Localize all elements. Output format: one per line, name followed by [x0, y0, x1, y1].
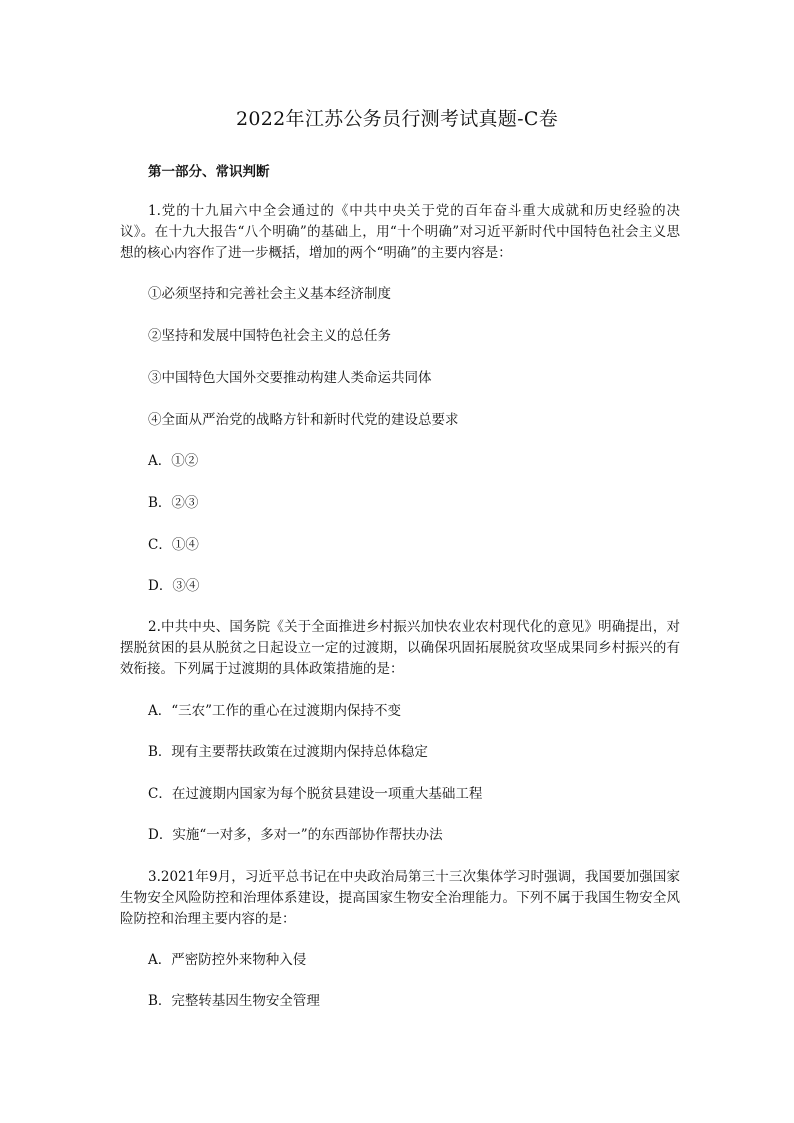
question-3-stem: 3.2021年9月，习近平总书记在中央政治局第三十三次集体学习时强调，我国要加强国家生物安全风险防控和治理体系建设，提高国家生物安全治理能力。下列不属于我国生物安全风险防控和治理主要内容的是： — [120, 869, 680, 927]
question-1-stem: 1.党的十九届六中全会通过的《中共中央关于党的百年奋斗重大成就和历史经验的决议》。在十九大报告“八个明确”的基础上，用“十个明确”对习近平新时代中国特色社会主义思想的核心内容作了进一步概括，增加的两个“明确”的主要内容是： — [120, 203, 680, 261]
question-1-statement-1: ①必须坚持和完善社会主义基本经济制度 — [148, 286, 391, 302]
question-1-option-d: D．③④ — [148, 578, 200, 594]
question-1-statement-4: ④全面从严治党的战略方针和新时代党的建设总要求 — [148, 412, 459, 428]
question-1-option-a: A．①② — [148, 453, 199, 469]
question-1-statement-2: ②坚持和发展中国特色社会主义的总任务 — [148, 328, 391, 344]
page-title: 2022年江苏公务员行测考试真题-C卷 — [235, 108, 558, 130]
question-2-option-d: D．实施“一对多，多对一”的东西部协作帮扶办法 — [148, 827, 443, 843]
question-2-option-a: A．“三农”工作的重心在过渡期内保持不变 — [148, 703, 402, 719]
section-heading: 第一部分、常识判断 — [148, 164, 270, 180]
question-3-option-b: B．完整转基因生物安全管理 — [148, 993, 320, 1009]
question-3-option-a: A．严密防控外来物种入侵 — [148, 952, 307, 968]
question-1-statement-3: ③中国特色大国外交要推动构建人类命运共同体 — [148, 370, 432, 386]
question-1-option-c: C．①④ — [148, 537, 199, 553]
question-1-option-b: B．②③ — [148, 495, 199, 511]
question-2-option-b: B．现有主要帮扶政策在过渡期内保持总体稳定 — [148, 744, 428, 760]
question-2-option-c: C．在过渡期内国家为每个脱贫县建设一项重大基础工程 — [148, 786, 483, 802]
question-2-stem: 2.中共中央、国务院《关于全面推进乡村振兴加快农业农村现代化的意见》明确提出，对摆脱贫困的县从脱贫之日起设立一定的过渡期，以确保巩固拓展脱贫攻坚成果同乡村振兴的有效衔接。下列属于过渡期的具体政策措施的是： — [120, 619, 680, 677]
